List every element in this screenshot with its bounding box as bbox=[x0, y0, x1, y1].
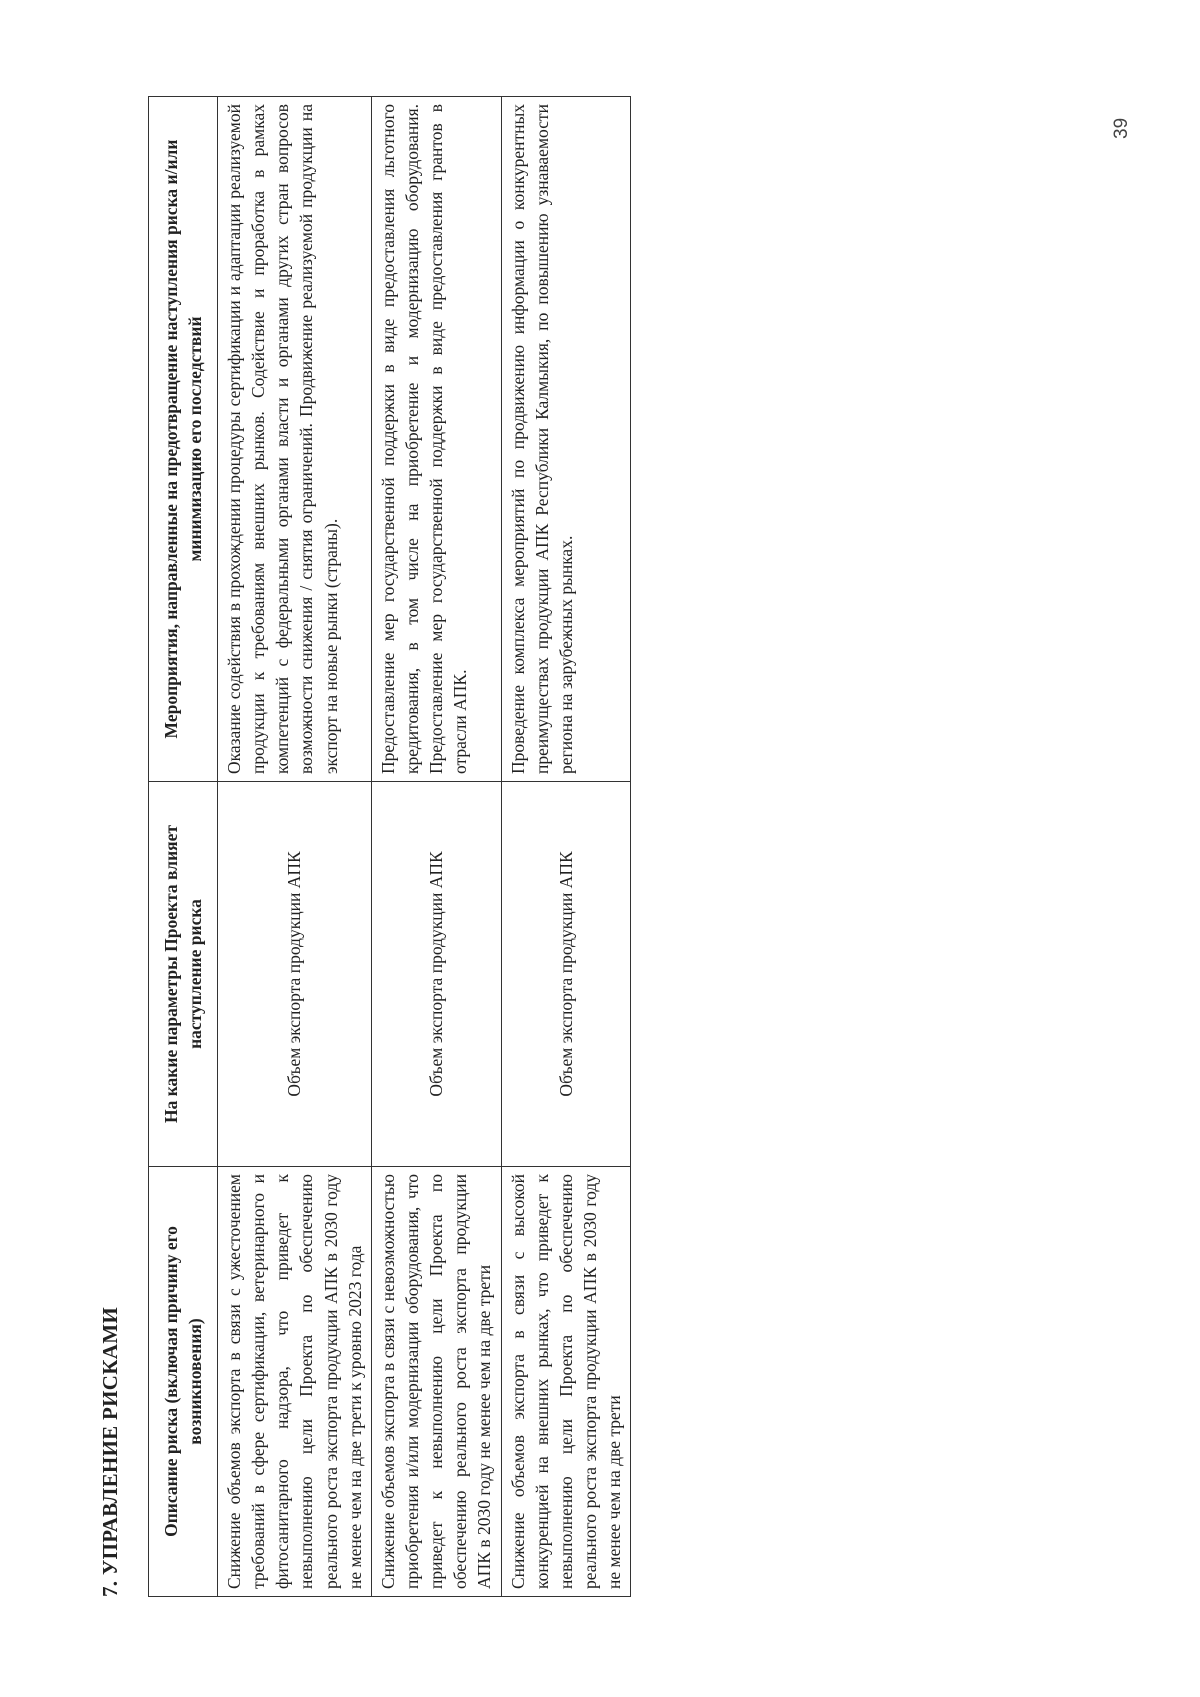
mitigation-measures: Предоставление мер государственной поддержки в виде предоставления льготного кредитования, в том числе на приобретение и модернизацию оборудования. Предоставление мер государственной поддержки в виде предоставления грантов в отрасли АПК. bbox=[371, 97, 501, 782]
mitigation-measures: Оказание содействия в прохождении процедуры сертификации и адаптации реализуемой продукции к требованиям внешних рынков. Содействие и проработка в рамках компетенций с федеральными органами власти и органами других стран вопросов возможности снижения / снятия ограничений. Продвижение реализуемой продукции на экспорт на новые рынки (страны). bbox=[218, 97, 372, 782]
mitigation-measures: Проведение комплекса мероприятий по продвижению информации о конкурентных преимуществах продукции АПК Республики Калмыкия, по повышению узнаваемости региона на зарубежных рынках. bbox=[501, 97, 631, 782]
risk-description: Снижение объемов экспорта в связи с невозможностью приобретения и/или модернизации оборудования, что приведет к невыполнению цели Проекта по обеспечению реального роста экспорта продукции АПК в 2030 году не менее чем на две трети bbox=[371, 1167, 501, 1597]
header-mitigation-measures: Мероприятия, направленные на предотвращение наступления риска и/или минимизацию его последствий bbox=[149, 97, 218, 782]
affected-parameter: Объем экспорта продукции АПК bbox=[371, 782, 501, 1167]
risk-table bbox=[148, 96, 631, 1597]
page-number: 39 bbox=[1111, 117, 1132, 139]
table-header-row bbox=[149, 97, 218, 1597]
affected-parameter: Объем экспорта продукции АПК bbox=[501, 782, 631, 1167]
risk-description: Снижение объемов экспорта в связи с ужесточением требований в сфере сертификации, ветеринарного и фитосанитарного надзора, что приведет к невыполнению цели Проекта по обеспечению реального роста экспорта продукции АПК в 2030 году не менее чем на две трети к уровню 2023 года bbox=[218, 1167, 372, 1597]
table-row bbox=[218, 97, 372, 1597]
table-row bbox=[501, 97, 631, 1597]
table-row bbox=[371, 97, 501, 1597]
risk-description: Снижение объемов экспорта в связи с высокой конкуренцией на внешних рынках, что приведет к невыполнению цели Проекта по обеспечению реального роста экспорта продукции АПК в 2030 году не менее чем на две трети bbox=[501, 1167, 631, 1597]
header-risk-description: Описание риска (включая причину его возникновения) bbox=[149, 1167, 218, 1597]
affected-parameter: Объем экспорта продукции АПК bbox=[218, 782, 372, 1167]
section-title: 7. УПРАВЛЕНИЕ РИСКАМИ bbox=[98, 1306, 122, 1597]
header-affected-parameters: На какие параметры Проекта влияет наступление риска bbox=[149, 782, 218, 1167]
